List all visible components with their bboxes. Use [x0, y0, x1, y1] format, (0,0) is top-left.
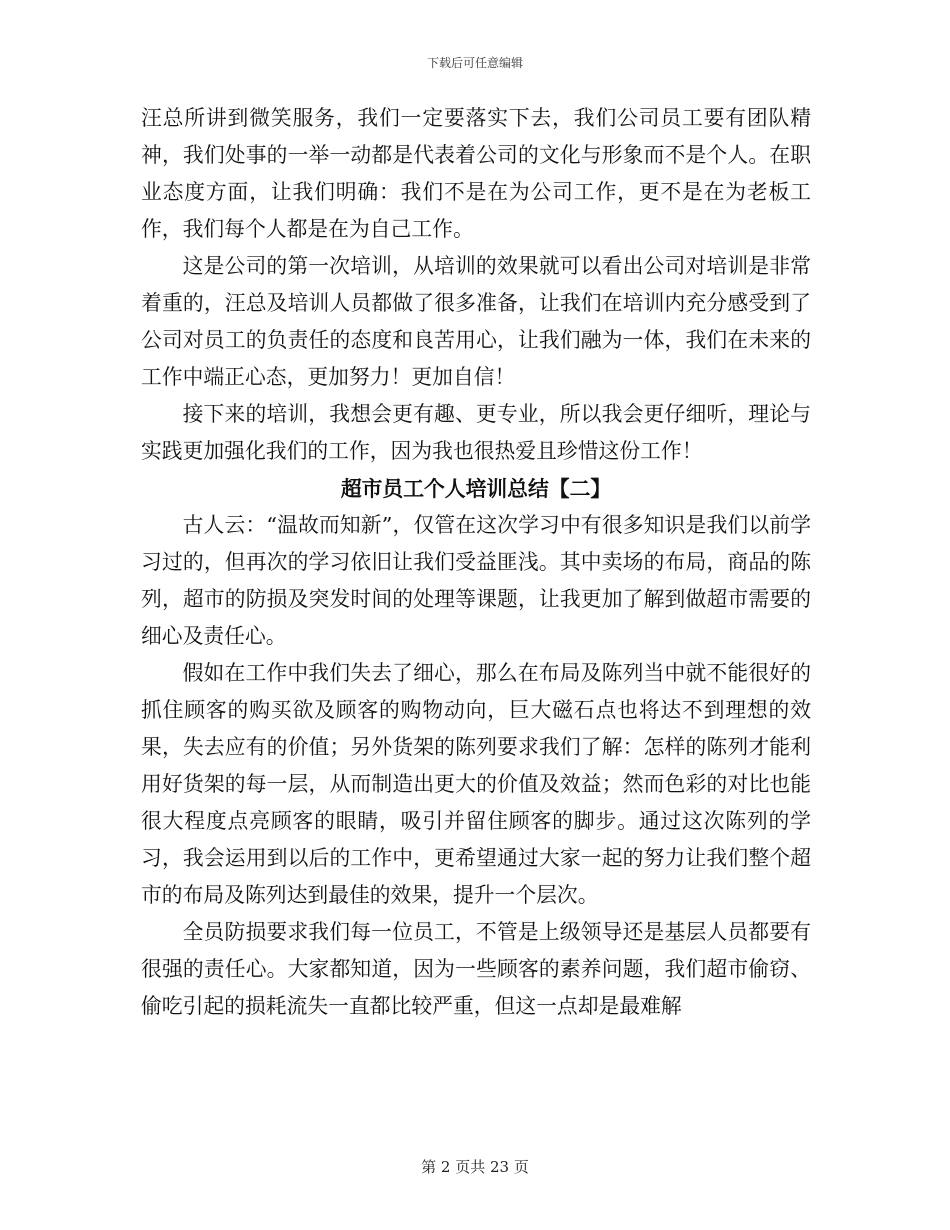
page-number: 第 2 页共 23 页 [421, 1158, 529, 1176]
document-body [141, 100, 811, 1025]
paragraph-1: 汪总所讲到微笑服务，我们一定要落实下去，我们公司员工要有团队精神，我们处事的一举一动都是代表着公司的文化与形象而不是个人。在职业态度方面，让我们明确：我们不是在为公司工作，更不是在为老板工作，我们每个人都是在为自己工作。 [141, 106, 811, 241]
paragraph-3: 接下来的培训，我想会更有趣、更专业，所以我会更仔细听，理论与实践更加强化我们的工作，因为我也很热爱且珍惜这份工作！ [141, 402, 811, 463]
section-title: 超市员工个人培训总结【二】 [340, 476, 612, 501]
paragraph-5: 假如在工作中我们失去了细心，那么在布局及陈列当中就不能很好的抓住顾客的购买欲及顾客的购物动向，巨大磁石点也将达不到理想的效果，失去应有的价值；另外货架的陈列要求我们了解：怎样的陈列才能利用好货架的每一层，从而制造出更大的价值及效益；然而色彩的对比也能很大程度点亮顾客的眼睛，吸引并留住顾客的脚步。通过这次陈列的学习，我会运用到以后的工作中，更希望通过大家一起的努力让我们整个超市的布局及陈列达到最佳的效果，提升一个层次。 [141, 661, 811, 907]
paragraph-6: 全员防损要求我们每一位员工，不管是上级领导还是基层人员都要有很强的责任心。大家都知道，因为一些顾客的素养问题，我们超市偷窃、偷吃引起的损耗流失一直都比较严重，但这一点却是最难解 [141, 920, 811, 1018]
header-note: 下载后可任意编辑 [426, 56, 523, 70]
paragraph-4: 古人云：“温故而知新”，仅管在这次学习中有很多知识是我们以前学习过的，但再次的学习依旧让我们受益匪浅。其中卖场的布局，商品的陈列，超市的防损及突发时间的处理等课题，让我更加了解到做超市需要的细心及责任心。 [141, 513, 811, 648]
paragraph-2: 这是公司的第一次培训，从培训的效果就可以看出公司对培训是非常着重的，汪总及培训人员都做了很多准备，让我们在培训内充分感受到了公司对员工的负责任的态度和良苦用心，让我们融为一体，我们在未来的工作中端正心态，更加努力！更加自信！ [141, 254, 811, 389]
